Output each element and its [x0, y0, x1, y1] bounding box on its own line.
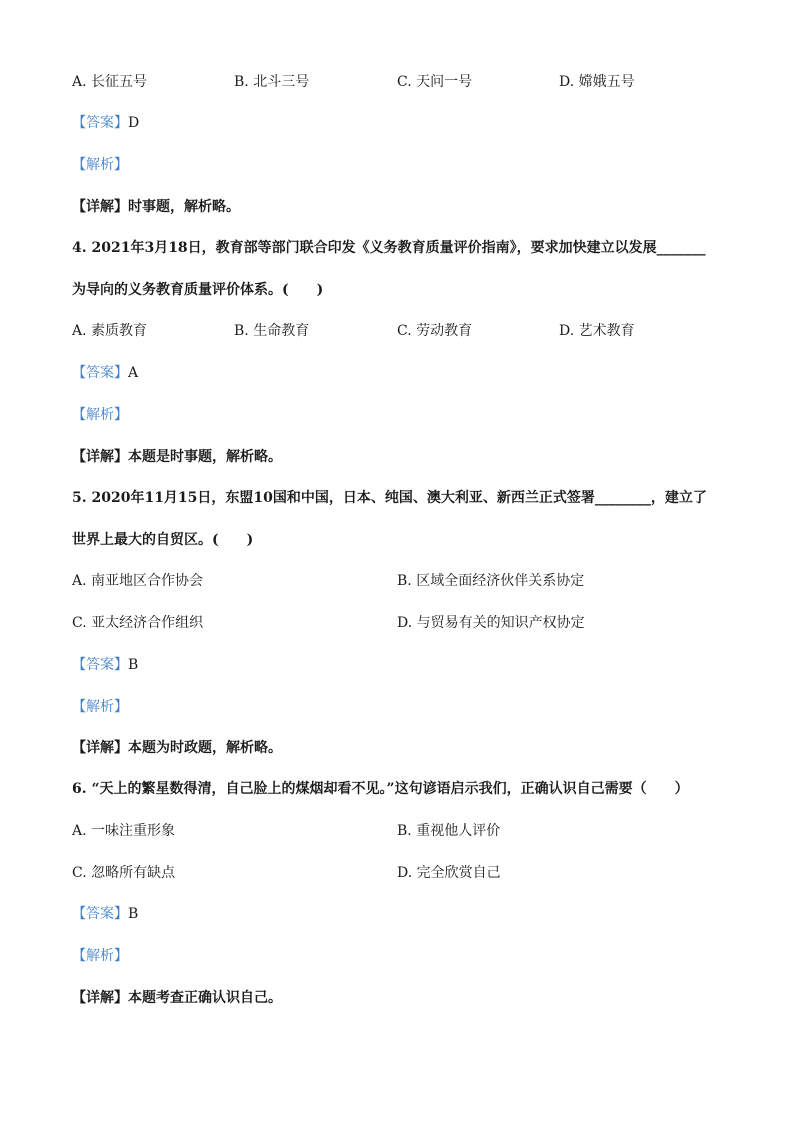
q5-analysis-tag: 【解析】 [72, 699, 128, 715]
q3-detail: 【详解】时事题，解析略。 [72, 199, 240, 215]
q6-option-b: B. 重视他人评价 [397, 823, 501, 839]
q5-option-c: C. 亚太经济合作组织 [72, 615, 204, 631]
q6-answer: 【答案】B [72, 906, 139, 922]
q4-option-b: B. 生命教育 [234, 323, 310, 339]
q3-analysis-tag: 【解析】 [72, 157, 128, 173]
q3-option-a: A. 长征五号 [72, 74, 148, 90]
q3-option-b: B. 北斗三号 [234, 74, 310, 90]
q3-answer: 【答案】D [72, 115, 140, 131]
q3-option-d: D. 嫦娥五号 [559, 74, 635, 90]
q5-stem-line2: 世界上最大的自贸区。( ) [72, 532, 254, 548]
q6-analysis-tag: 【解析】 [72, 948, 128, 964]
q4-option-d: D. 艺术教育 [559, 323, 635, 339]
q4-option-a: A. 素质教育 [72, 323, 148, 339]
q4-stem-line1: 4. 2021年3月18日，教育部等部门联合印发《义务教育质量评价指南》，要求加快建立以发展_______ [72, 240, 706, 256]
q5-stem-line1: 5. 2020年11月15日，东盟10国和中国，日本、纯国、澳大利亚、新西兰正式签署________，建立了 [72, 490, 707, 506]
q4-stem-line2: 为导向的义务教育质量评价体系。( ) [72, 282, 324, 298]
q6-detail: 【详解】本题考查正确认识自己。 [72, 990, 282, 1006]
q5-option-d: D. 与贸易有关的知识产权协定 [397, 615, 585, 631]
q4-detail: 【详解】本题是时事题，解析略。 [72, 449, 282, 465]
q4-option-c: C. 劳动教育 [397, 323, 473, 339]
q5-detail: 【详解】本题为时政题，解析略。 [72, 740, 282, 756]
q4-answer: 【答案】A [72, 365, 139, 381]
q4-analysis-tag: 【解析】 [72, 407, 128, 423]
q5-option-b: B. 区域全面经济伙伴关系协定 [397, 573, 585, 589]
q5-option-a: A. 南亚地区合作协会 [72, 573, 204, 589]
q6-stem-line1: 6. “天上的繁星数得清，自己脸上的煤烟却看不见。”这句谚语启示我们，正确认识自己需要（ ） [72, 781, 689, 797]
q6-option-a: A. 一味注重形象 [72, 823, 176, 839]
q5-answer: 【答案】B [72, 657, 139, 673]
q3-option-c: C. 天问一号 [397, 74, 473, 90]
q6-option-d: D. 完全欣赏自己 [397, 865, 501, 881]
q6-option-c: C. 忽略所有缺点 [72, 865, 176, 881]
